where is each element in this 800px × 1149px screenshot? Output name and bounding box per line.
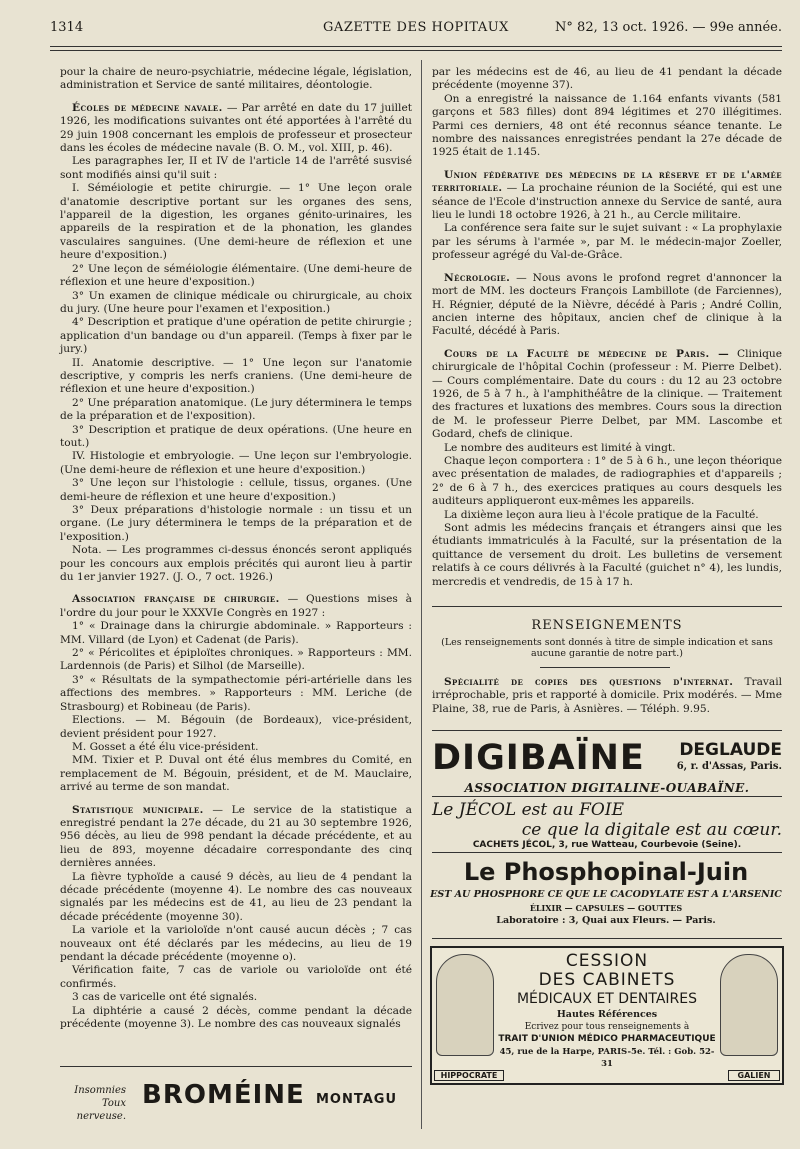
- ad-products: ÉLIXIR — CAPSULES — GOUTTES: [529, 903, 683, 913]
- section-heading: Association française de chirurgie.: [72, 593, 280, 606]
- ad-tagline: ASSOCIATION DIGITALINE-OUABAÏNE.: [464, 781, 750, 795]
- ad-maker: TRAIT D'UNION MÉDICO PHARMACEUTIQUE: [498, 1034, 716, 1044]
- ad-brand: BROMÉINE: [142, 1080, 305, 1110]
- paragraph: — Questions mises à l'ordre du jour pour le XXXVIe Congrès en 1927 :: [60, 593, 412, 619]
- paragraph: 4° Description et pratique d'une opération de petite chirurgie ; application d'un bandage ou d'un appareil. (Temps à fixer par le jury.): [60, 316, 412, 356]
- ad-address: 45, rue de la Harpe, PARIS-5e. Tél. : Gob. 52-31: [499, 1047, 715, 1069]
- ad-tagline: Hautes Références: [556, 1009, 658, 1020]
- paragraph: La diphtérie a causé 2 décès, comme pendant la décade précédente (moyenne 3). Le nombre des cas nouveaux signalés: [60, 1004, 412, 1031]
- section-heading: Écoles de médecine navale.: [72, 101, 223, 114]
- renseignements-block: [432, 614, 782, 659]
- paragraph: 2° « Péricolites et épiploïtes chroniques. » Rapporteurs : MM. Lardennois (de Paris) et Silhol (de Marseille).: [60, 647, 412, 673]
- section-rule: [432, 730, 782, 731]
- paragraph: 1° « Drainage dans la chirurgie abdominale. » Rapporteurs : MM. Villard (de Lyon) et Cadenat (de Paris).: [60, 620, 412, 646]
- section-rule: [432, 852, 782, 853]
- paragraph: Le nombre des auditeurs est limité à vingt.: [444, 441, 676, 454]
- paragraph: On a enregistré la naissance de 1.164 enfants vivants (581 garçons et 583 filles) dont 894 légitimes et 270 illégitimes. Parmi ces derniers, 48 ont été reconnus séance tenante. Le nombre des naissances enregistrées pendant la 27e décade de 1925 était de 1.145.: [432, 92, 782, 159]
- journal-title: GAZETTE DES HOPITAUX: [323, 20, 509, 35]
- galien-portrait-icon: [720, 954, 778, 1056]
- paragraph: Sont admis les médecins français et étrangers ainsi que les étudiants immatriculés à la Faculté, sur la présentation de la quittance de versement du droit. Les bulletins de versement relatifs à ce cours délivrés à la Faculté (guichet n° 4), les lundis, mercredis et vendredis, de 15 à 17 h.: [432, 522, 782, 588]
- internat-notice: [432, 676, 782, 716]
- short-rule: [540, 667, 670, 668]
- hippocrate-portrait-icon: [436, 954, 494, 1056]
- paragraph: 2° Une préparation anatomique. (Le jury déterminera le temps de la préparation et de l'exposition).: [60, 396, 412, 423]
- ad-maker: DEGLAUDE: [679, 740, 782, 760]
- ad-tagline: Insomnies: [74, 1085, 126, 1096]
- ad-address: CACHETS JÉCOL, 3, rue Watteau, Courbevoie (Seine).: [472, 840, 742, 850]
- paragraph: 3° Une leçon sur l'histologie : cellule, tissus, organes. (Une demi-heure de réflexion et une heure d'exposition.): [60, 477, 412, 503]
- paragraph: pour la chaire de neuro-psychiatrie, médecine légale, législation, administration et Service de santé militaires, déontologie.: [60, 66, 412, 92]
- header-rule-thin: [50, 50, 782, 51]
- phosphopinal-ad: [428, 856, 784, 928]
- hippocrate-label: HIPPOCRATE: [434, 1070, 504, 1081]
- ad-rule: [60, 1066, 412, 1067]
- section-rule: [432, 606, 782, 607]
- section-rule: [432, 796, 782, 797]
- section-heading: Cours de la Faculté de médecine de Paris. —: [444, 347, 730, 360]
- paragraph: MM. Tixier et P. Duval ont été élus membres du Comité, en remplacement de M. Bégouin, président, et de M. Mauclaire, arrivé au terme de son mandat.: [60, 754, 412, 794]
- paragraph: — Le service de la statistique a enregistré pendant la 27e décade, du 21 au 30 septembre 1926, 956 décès, au lieu de 998 pendant la décade précédente, et au lieu de 893, moyenne décadaire correspondante des cinq dernières années.: [60, 803, 412, 870]
- paragraph: par les médecins est de 46, au lieu de 41 pendant la décade précédente (moyenne 37).: [432, 66, 782, 92]
- ad-tagline: EST AU PHOSPHORE CE QUE LE CACODYLATE EST A L'ARSENIC: [430, 889, 782, 900]
- ad-headline: CESSION: [565, 951, 649, 971]
- paragraph: 3° Description et pratique de deux opérations. (Une heure en tout.): [60, 423, 412, 449]
- ad-maker: MONTAGU: [316, 1092, 398, 1107]
- section-rule: [432, 938, 782, 939]
- right-column: [432, 66, 782, 589]
- paragraph: Elections. — M. Bégouin (de Bordeaux), vice-président, devient président pour 1927.: [60, 714, 412, 740]
- paragraph: Travail irréprochable, pris et rapporté à domicile. Prix modérés. — Mme Plaine, 38, rue de Paris, à Asnières. — Téléph. 9.95.: [432, 676, 782, 715]
- paragraph: IV. Histologie et embryologie. — Une leçon sur l'embryologie. (Une demi-heure de réflexion et une heure d'exposition.): [60, 450, 412, 476]
- header-rule: [50, 46, 782, 47]
- paragraph: La conférence sera faite sur le sujet suivant : « La prophylaxie par les sérums à l'armée », par M. le médecin-major Zoeller, professeur agrégé du Val-de-Grâce.: [432, 222, 782, 262]
- paragraph: Nota. — Les programmes ci-dessus énoncés seront appliqués pour les concours aux emplois précités qui auront lieu à partir du 1er janvier 1927. (J. O., 7 oct. 1926.): [60, 544, 412, 584]
- paragraph: M. Gosset a été élu vice-président.: [72, 740, 259, 753]
- ad-headline: DES CABINETS: [538, 970, 676, 990]
- paragraph: 3° « Résultats de la sympathectomie péri-artérielle dans les affections des membres. » Rapporteurs : MM. Leriche (de Strasbourg) et Robineau (de Paris).: [60, 673, 412, 713]
- ad-address: Laboratoire : 3, Quai aux Fleurs. — Paris.: [496, 915, 716, 926]
- paragraph: 3 cas de varicelle ont été signalés.: [72, 991, 258, 1004]
- renseignements-note: (Les renseignements sont donnés à titre de simple indication et sans aucune garantie de notre part.): [441, 637, 773, 659]
- section-heading: Nécrologie.: [444, 271, 511, 284]
- paragraph: Chaque leçon comportera : 1° de 5 à 6 h., une leçon théorique avec présentation de malades, de radiographies et d'appareils ; 2° de 6 à 7 h., des exercices pratiques au cours desquels les auditeurs appliqueront eux-mêmes les appareils.: [432, 454, 782, 508]
- paragraph: II. Anatomie descriptive. — 1° Une leçon sur l'anatomie descriptive, y compris les nerfs craniens. (Une demi-heure de réflexion et une heure d'exposition.): [60, 356, 412, 396]
- page-header: [50, 14, 782, 44]
- paragraph: La fièvre typhoïde a causé 9 décès, au lieu de 4 pendant la décade précédente (moyenne 4). Le nombre des cas nouveaux signalés par les médecins est de 41, au lieu de 23 pendant la décade précédente (moyenne 30).: [60, 870, 412, 923]
- paragraph: 3° Deux préparations d'histologie normale : un tissu et un organe. (Le jury déterminera le temps de la préparation et de l'exposition.): [60, 504, 412, 543]
- page-number: 1314: [50, 20, 84, 35]
- paragraph: 2° Une leçon de séméiologie élémentaire. (Une demi-heure de réflexion et une heure d'exposition.): [60, 262, 412, 289]
- paragraph: — Nous avons le profond regret d'annoncer la mort de MM. les docteurs François Lambillote (de Farciennes), H. Régnier, député de la Nièvre, décédé à Paris ; André Collin, ancien interne des hôpitaux, ancien chef de clinique à la Faculté, décédé à Paris.: [432, 271, 783, 338]
- ad-brand: DIGIBAÏNE: [432, 738, 645, 778]
- paragraph: La variole et la varioloïde n'ont causé aucun décès ; 7 cas nouveaux ont été déclarés par les médecins, au lieu de 19 pendant la décade précédente (moyenne o).: [60, 924, 412, 963]
- section-heading: Statistique municipale.: [72, 803, 204, 816]
- galien-label: GALIEN: [728, 1070, 780, 1081]
- paragraph: La dixième leçon aura lieu à l'école pratique de la Faculté.: [444, 508, 759, 521]
- bromeine-ad: [60, 1080, 412, 1122]
- paragraph: Clinique chirurgicale de l'hôpital Cochin (professeur : M. Pierre Delbet). — Cours complémentaire. Date du cours : du 12 au 23 octobre 1926, de 5 à 7 h., à l'amphithéâtre de la clinique. — Traitement des fractures et luxations des membres. Cours sous la direction de M. le professeur Pierre Delbet, par MM. Lascombe et Godard, chefs de clinique.: [432, 347, 783, 441]
- section-heading: Union fédérative des médecins de la réserve et de l'armée territoriale.: [432, 168, 782, 195]
- paragraph: Vérification faite, 7 cas de variole ou varioloïde ont été confirmés.: [60, 964, 412, 990]
- column-divider: [421, 60, 422, 1129]
- ad-tagline: Ecrivez pour tous renseignements à: [524, 1022, 690, 1032]
- paragraph: — La prochaine réunion de la Société, qui est une séance de l'Ecole d'instruction annexe du Service de santé, aura lieu le lundi 18 octobre 1926, à 21 h., au Cercle militaire.: [432, 182, 782, 222]
- paragraph: Les paragraphes Ier, II et IV de l'article 14 de l'arrêté susvisé sont modifiés ainsi qu'il suit :: [60, 155, 412, 181]
- paragraph: 3° Un examen de clinique médicale ou chirurgicale, au choix du jury. (Une heure pour l'examen et l'exposition.): [60, 289, 412, 315]
- ad-address: 6, r. d'Assas, Paris.: [676, 761, 782, 772]
- jecol-ad: [432, 800, 782, 848]
- cession-ad: [430, 946, 784, 1085]
- ad-headline: Le JÉCOL est au FOIE: [432, 800, 624, 820]
- ad-brand: Le Phosphopinal-Juin: [463, 858, 749, 886]
- ad-tagline: Toux nerveuse.: [76, 1098, 126, 1122]
- digibaine-ad: [432, 738, 782, 798]
- renseignements-title: RENSEIGNEMENTS: [531, 618, 683, 633]
- ad-tagline: ce que la digitale est au cœur.: [521, 820, 782, 840]
- paragraph: I. Séméiologie et petite chirurgie. — 1° Une leçon orale d'anatomie descriptive portant sur les organes des sens, l'appareil de la digestion, les organes génito-urinaires, les appareils de la respiration et de la phonation, les glandes vasculaires sanguines. (Une demi-heure de réflexion et une heure d'exposition.): [60, 182, 412, 262]
- issue-info: N° 82, 13 oct. 1926. — 99e année.: [555, 20, 782, 35]
- left-column: [60, 66, 412, 1031]
- ad-headline: MÉDICAUX ET DENTAIRES: [516, 991, 698, 1007]
- section-heading: Spécialité de copies des questions d'internat.: [444, 676, 734, 688]
- paragraph: — Par arrêté en date du 17 juillet 1926, les modifications suivantes ont été apportées à l'arrêté du 29 juin 1908 concernant les emplois de professeur et prosecteur dans les écoles de médecine navale (B. O. M., vol. XIII, p. 46).: [60, 101, 412, 155]
